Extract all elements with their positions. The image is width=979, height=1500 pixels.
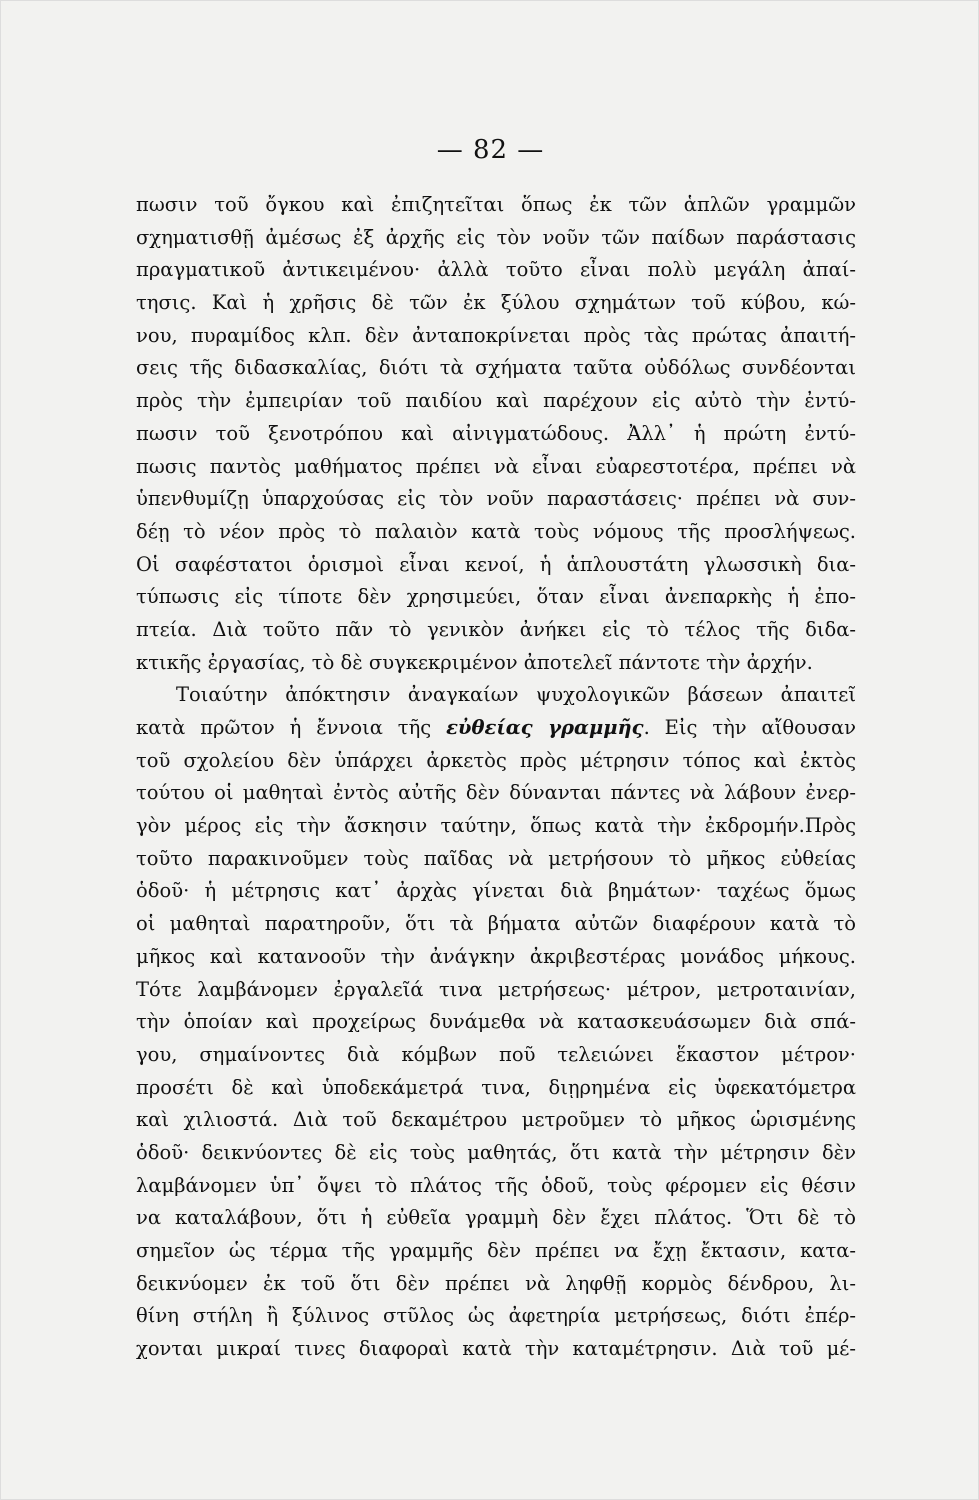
text-line: γὸν μέρος εἰς τὴν ἄσκησιν ταύτην, ὅπως κατὰ τὴν ἐκδρομήν.Πρὸς (136, 814, 856, 838)
text-line: τύπωσις εἰς τίποτε δὲν χρησιμεύει, ὅταν εἶναι ἀνεπαρκὴς ἡ ἐπο- (136, 585, 856, 609)
text-line: τοῦ σχολείου δὲν ὑπάρχει ἀρκετὸς πρὸς μέτρησιν τόπος καὶ ἐκτὸς (136, 748, 856, 772)
text-line: τησις. Καὶ ἡ χρῆσις δὲ τῶν ἐκ ξύλου σχημάτων τοῦ κύβου, κώ- (136, 291, 856, 315)
text-line: να καταλάβουν, ὅτι ἡ εὐθεῖα γραμμὴ δὲν ἔχει πλάτος. Ὅτι δὲ τὸ (136, 1206, 856, 1230)
text-line: σημεῖον ὡς τέρμα τῆς γραμμῆς δὲν πρέπει να ἔχῃ ἔκτασιν, κατα- (136, 1239, 856, 1262)
text-line: δέῃ τὸ νέον πρὸς τὸ παλαιὸν κατὰ τοὺς νόμους τῆς προσλήψεως. (136, 519, 856, 543)
text-line: σεις τῆς διδασκαλίας, διότι τὰ σχήματα ταῦτα οὐδόλως συνδέονται (136, 356, 856, 380)
text-line: πραγματικοῦ ἀντικειμένου· ἀλλὰ τοῦτο εἶναι πολὺ μεγάλη ἀπαί- (136, 258, 856, 282)
text-line: θίνη στήλη ἢ ξύλινος στῦλος ὡς ἀφετηρία μετρήσεως, διότι ἐπέρ- (136, 1304, 856, 1328)
text-line: προσέτι δὲ καὶ ὑποδεκάμετρά τινα, διῃρημένα εἰς ὑφεκατόμετρα (136, 1075, 856, 1099)
text-line: οἱ μαθηταὶ παρατηροῦν, ὅτι τὰ βήματα αὐτῶν διαφέρουν κατὰ τὸ (136, 912, 856, 936)
text-line: πρὸς τὴν ἐμπειρίαν τοῦ παιδίου καὶ παρέχουν εἰς αὐτὸ τὴν ἐντύ- (136, 389, 856, 413)
text-line: πωσις παντὸς μαθήματος πρέπει νὰ εἶναι εὐαρεστοτέρα, πρέπει νὰ (136, 454, 856, 478)
text-line: νου, πυραμίδος κλπ. δὲν ἀνταποκρίνεται πρὸς τὰς πρώτας ἀπαιτή- (136, 323, 856, 347)
text-line: λαμβάνομεν ὑπ᾽ ὄψει τὸ πλάτος τῆς ὁδοῦ, τοὺς φέρομεν εἰς θέσιν (136, 1173, 856, 1197)
text-line: ὑπενθυμίζῃ ὑπαρχούσας εἰς τὸν νοῦν παραστάσεις· πρέπει νὰ συν- (136, 487, 856, 511)
text-line: χονται μικραί τινες διαφοραὶ κατὰ τὴν καταμέτρησιν. Διὰ τοῦ μέ- (136, 1337, 856, 1361)
text-line: κτικῆς ἐργασίας, τὸ δὲ συγκεκριμένον ἀποτελεῖ πάντοτε τὴν ἀρχήν. (136, 650, 813, 674)
text-line: καὶ χιλιοστά. Διὰ τοῦ δεκαμέτρου μετροῦμεν τὸ μῆκος ὡρισμένης (136, 1108, 856, 1132)
text-line: ὁδοῦ· ἡ μέτρησις κατ᾽ ἀρχὰς γίνεται διὰ βημάτων· ταχέως ὅμως (136, 879, 856, 903)
text-line: τὴν ὁποίαν καὶ προχείρως δυνάμεθα νὰ κατασκευάσωμεν διὰ σπά- (136, 1010, 856, 1034)
emphasized-term: εὐθείας γραμμῆς (446, 716, 644, 739)
text-line: ὁδοῦ· δεικνύοντες δὲ εἰς τοὺς μαθητάς, ὅτι κατὰ τὴν μέτρησιν δὲν (136, 1140, 856, 1164)
body-text (136, 189, 856, 1366)
text-line: Τότε λαμβάνομεν ἐργαλεῖά τινα μετρήσεως· μέτρον, μετροταινίαν, (136, 977, 856, 1001)
text-segment: κατὰ πρῶτον ἡ ἔννοια τῆς (136, 716, 432, 739)
text-line: πωσιν τοῦ ὄγκου καὶ ἐπιζητεῖται ὅπως ἐκ τῶν ἁπλῶν γραμμῶν (136, 193, 856, 216)
text-line: Οἱ σαφέστατοι ὁρισμοὶ εἶναι κενοί, ἡ ἁπλουστάτη γλωσσικὴ δια- (136, 552, 856, 576)
text-line-with-emphasis (136, 712, 856, 745)
text-line: πτεία. Διὰ τοῦτο πᾶν τὸ γενικὸν ἀνήκει εἰς τὸ τέλος τῆς διδα- (136, 617, 856, 641)
text-line: μῆκος καὶ κατανοοῦν τὴν ἀνάγκην ἀκριβεστέρας μονάδος μήκους. (136, 944, 856, 968)
page-number: — 82 — (436, 135, 545, 165)
text-line: δεικνύομεν ἐκ τοῦ ὅτι δὲν πρέπει νὰ ληφθῇ κορμὸς δένδρου, λι- (136, 1271, 856, 1295)
text-line: Τοιαύτην ἀπόκτησιν ἀναγκαίων ψυχολογικῶν βάσεων ἀπαιτεῖ (176, 683, 856, 707)
text-line: πωσιν τοῦ ξενοτρόπου καὶ αἰνιγματώδους. Ἀλλ᾽ ἡ πρώτη ἐντύ- (136, 421, 856, 445)
text-line: τούτου οἱ μαθηταὶ ἐντὸς αὐτῆς δὲν δύνανται πάντες νὰ λάβουν ἐνερ- (136, 781, 856, 805)
text-line: σχηματισθῇ ἀμέσως ἐξ ἀρχῆς εἰς τὸν νοῦν τῶν παίδων παράστασις (136, 225, 856, 249)
text-line: τοῦτο παρακινοῦμεν τοὺς παῖδας νὰ μετρήσουν τὸ μῆκος εὐθείας (136, 846, 856, 870)
text-line: γου, σημαίνοντες διὰ κόμβων ποῦ τελειώνει ἕκαστον μέτρον· (136, 1042, 856, 1066)
text-segment: . Εἰς τὴν αἴθουσαν (643, 716, 856, 739)
